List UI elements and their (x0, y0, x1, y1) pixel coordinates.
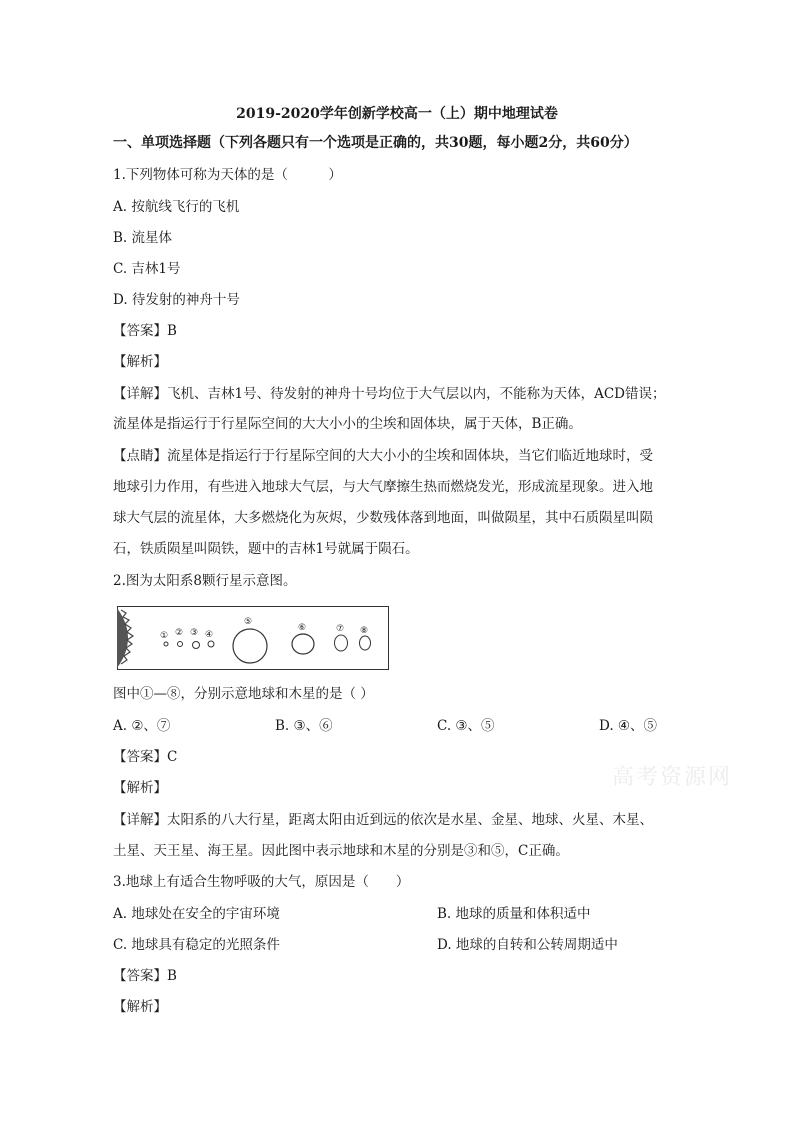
solar-system-diagram (117, 606, 389, 670)
q1-tip-line-4: 石，铁质陨星叫陨铁，题中的吉林1号就属于陨石。 (113, 541, 419, 557)
q1-detail-line-1: 【详解】飞机、吉林1号、待发射的神舟十号均位于大气层以内，不能称为天体，ACD错误； (113, 386, 666, 402)
planet-label-5: ⑤ (244, 617, 253, 627)
planet-label-4: ④ (205, 630, 214, 640)
q2-option-b: B. ③、⑥ (275, 718, 333, 734)
q3-analysis-label: 【解析】 (113, 999, 167, 1015)
watermark: 高考资源网 (612, 765, 733, 790)
question-1-stem: 1.下列物体可称为天体的是（ ） (113, 167, 342, 183)
q2-option-d: D. ④、⑤ (599, 718, 658, 734)
q3-option-c: C. 地球具有稳定的光照条件 (113, 937, 280, 953)
q1-tip-line-3: 球大气层的流星体，大多燃烧化为灰烬，少数残体落到地面，叫做陨星，其中石质陨星叫陨 (113, 510, 653, 526)
q3-option-b: B. 地球的质量和体积适中 (437, 906, 591, 922)
question-2-question: 图中①—⑧，分别示意地球和木星的是（ ） (113, 686, 374, 702)
q2-detail-line-1: 【详解】太阳系的八大行星，距离太阳由近到远的依次是水星、金星、地球、火星、木星、 (113, 812, 653, 828)
q1-answer: 【答案】B (113, 323, 177, 339)
planet-label-1: ① (160, 631, 169, 641)
planet-label-7: ⑦ (336, 624, 345, 634)
planet-label-8: ⑧ (360, 626, 369, 636)
q3-answer: 【答案】B (113, 968, 177, 984)
section-heading: 一、单项选择题（下列各题只有一个选项是正确的，共30题，每小题2分，共60分） (113, 135, 638, 151)
q1-tip-line-2: 地球引力作用，有些进入地球大气层，与大气摩擦生热而燃烧发光，形成流星现象。进入地 (113, 479, 653, 495)
q2-option-a: A. ②、⑦ (113, 718, 171, 734)
q1-tip-line-1: 【点睛】流星体是指运行于行星际空间的大大小小的尘埃和固体块，当它们临近地球时，受 (113, 448, 653, 464)
q2-answer: 【答案】C (113, 749, 178, 765)
question-3-stem: 3.地球上有适合生物呼吸的大气，原因是（ ） (113, 874, 410, 890)
q1-option-c: C. 吉林1号 (113, 261, 181, 277)
q2-analysis-label: 【解析】 (113, 780, 167, 796)
q3-option-a: A. 地球处在安全的宇宙环境 (113, 906, 280, 922)
planet-label-2: ② (175, 628, 184, 638)
q1-option-b: B. 流星体 (113, 230, 173, 246)
q3-option-d: D. 地球的自转和公转周期适中 (437, 937, 618, 953)
q1-analysis-label: 【解析】 (113, 354, 167, 370)
exam-title: 2019-2020学年创新学校高一（上）期中地理试卷 (236, 106, 558, 122)
q2-option-c: C. ③、⑤ (437, 718, 495, 734)
q2-detail-line-2: 土星、天王星、海王星。因此图中表示地球和木星的分别是③和⑤，C正确。 (113, 843, 569, 859)
question-2-stem: 2.图为太阳系8颗行星示意图。 (113, 573, 297, 589)
q1-detail-line-2: 流星体是指运行于行星际空间的大大小小的尘埃和固体块，属于天体，B正确。 (113, 416, 582, 432)
planet-label-3: ③ (190, 628, 199, 638)
q1-option-a: A. 按航线飞行的飞机 (113, 199, 240, 215)
planet-label-6: ⑥ (298, 623, 307, 633)
q1-option-d: D. 待发射的神舟十号 (113, 292, 240, 308)
